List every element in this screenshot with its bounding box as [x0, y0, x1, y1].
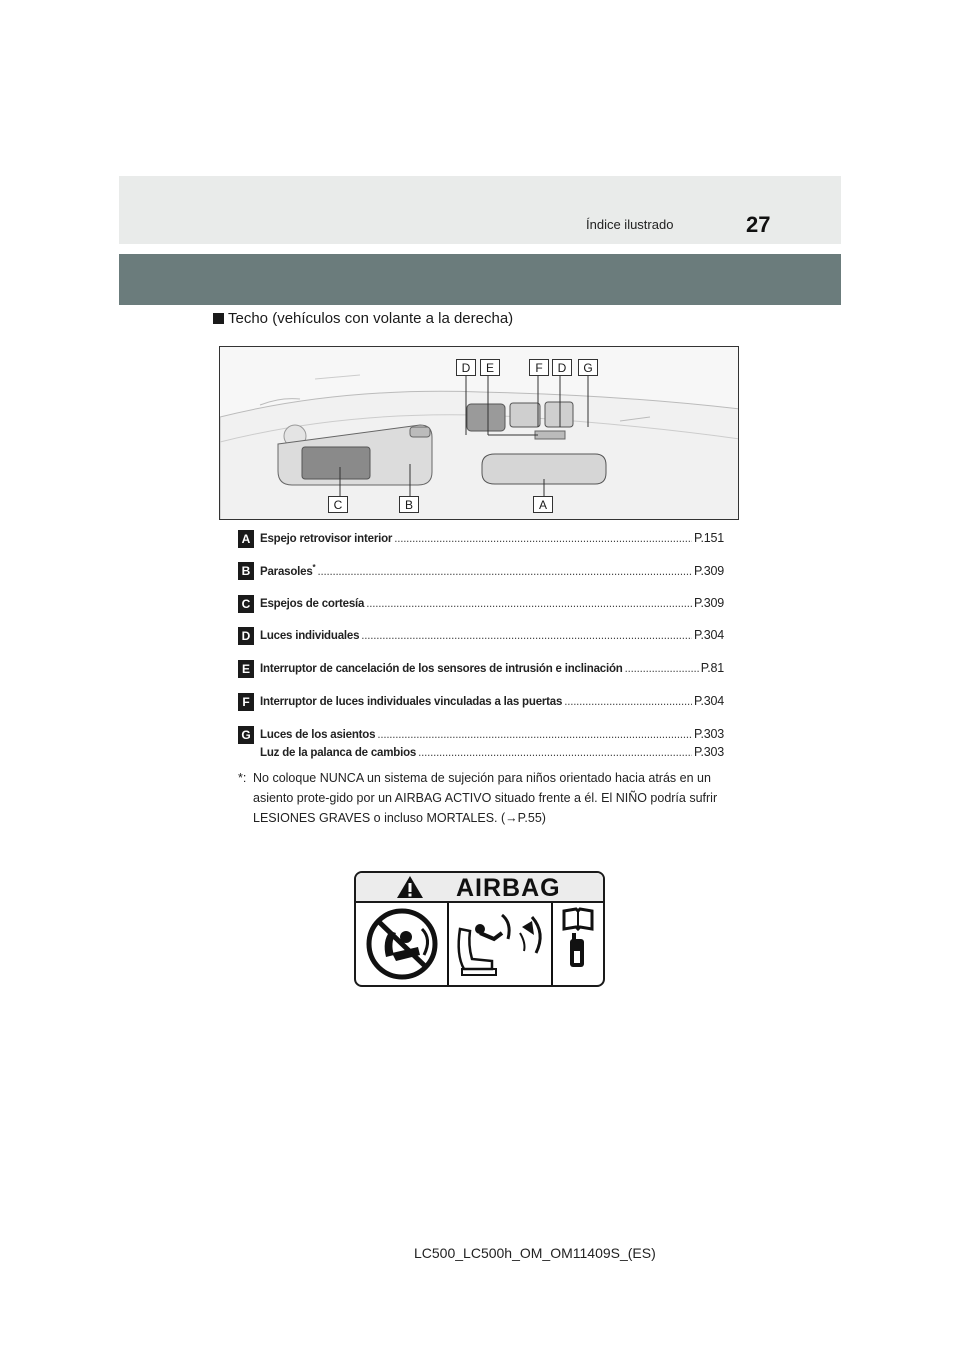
- warning-triangle-icon: [395, 874, 425, 900]
- list-item: [238, 595, 724, 617]
- callout-top-2: E: [480, 359, 500, 376]
- item-label: Luces de los asientos: [260, 729, 376, 741]
- item-letter-badge: A: [238, 530, 254, 548]
- list-item: [238, 627, 724, 649]
- manual-book-icon: [564, 909, 592, 967]
- seat-airbag-deploy-icon: [459, 915, 541, 975]
- callout-bottom-3: A: [533, 496, 553, 513]
- airbag-pictograms: [356, 903, 603, 985]
- item-page-link[interactable]: P.81: [700, 661, 724, 675]
- title-band: [119, 254, 841, 305]
- list-item: [238, 660, 724, 682]
- subsection-heading: [213, 310, 513, 327]
- no-rear-facing-seat-icon: [369, 911, 435, 977]
- item-label: Parasoles: [260, 565, 313, 578]
- item-label: Interruptor de luces individuales vinculadas a las puertas: [260, 696, 563, 708]
- item-sub-page-link[interactable]: P.303: [693, 745, 724, 759]
- item-page-link[interactable]: P.304: [693, 694, 724, 708]
- roof-diagram: [219, 346, 739, 520]
- list-item: [238, 530, 724, 552]
- item-label: Luces individuales: [260, 630, 360, 642]
- item-page-link[interactable]: P.151: [693, 531, 724, 545]
- item-page-link[interactable]: P.309: [693, 596, 724, 610]
- footnote-text: No coloque NUNCA un sistema de sujeción para niños orientado hacia atrás en un asiento prote-gido por un AIRBAG ACTIVO situado frente a él. El NIÑO podría sufrir LESIONES GRAVES o incluso MORTALES. (→P.55): [253, 771, 718, 825]
- item-page-link[interactable]: P.304: [693, 628, 724, 642]
- section-label: Índice ilustrado: [586, 217, 674, 232]
- subsection-title: Techo (vehículos con volante a la derecha): [228, 310, 514, 327]
- item-letter-badge: D: [238, 627, 254, 645]
- footnote: [238, 768, 738, 828]
- bullet-square-icon: [213, 313, 224, 324]
- item-label: Interruptor de cancelación de los sensores de intrusión e inclinación: [260, 663, 623, 675]
- item-letter-badge: E: [238, 660, 254, 678]
- item-page-link[interactable]: P.309: [693, 563, 724, 578]
- item-letter-badge: B: [238, 562, 254, 580]
- item-letter-badge: F: [238, 693, 254, 711]
- airbag-warning-label: [354, 871, 605, 987]
- callout-top-1: D: [456, 359, 476, 376]
- list-item: [238, 726, 724, 759]
- callout-bottom-1: C: [328, 496, 348, 513]
- header-band: [119, 176, 841, 244]
- callout-bottom-2: B: [399, 496, 419, 513]
- list-item: [238, 562, 724, 584]
- document-code: LC500_LC500h_OM_OM11409S_(ES): [414, 1245, 656, 1261]
- item-sub-label: Luz de la palanca de cambios: [260, 747, 417, 759]
- callout-top-3: F: [529, 359, 549, 376]
- item-page-link[interactable]: P.303: [693, 727, 724, 741]
- item-letter-badge: G: [238, 726, 254, 744]
- item-letter-badge: C: [238, 595, 254, 613]
- page-number: 27: [746, 212, 771, 237]
- airbag-title: AIRBAG: [456, 874, 561, 902]
- item-label: Espejo retrovisor interior: [260, 533, 393, 545]
- list-item: [238, 693, 724, 715]
- item-label: Espejos de cortesía: [260, 598, 365, 610]
- item-footnote-marker: *: [312, 563, 316, 572]
- callout-top-5: G: [578, 359, 598, 376]
- callout-top-4: D: [552, 359, 572, 376]
- footnote-marker: *:: [238, 771, 247, 785]
